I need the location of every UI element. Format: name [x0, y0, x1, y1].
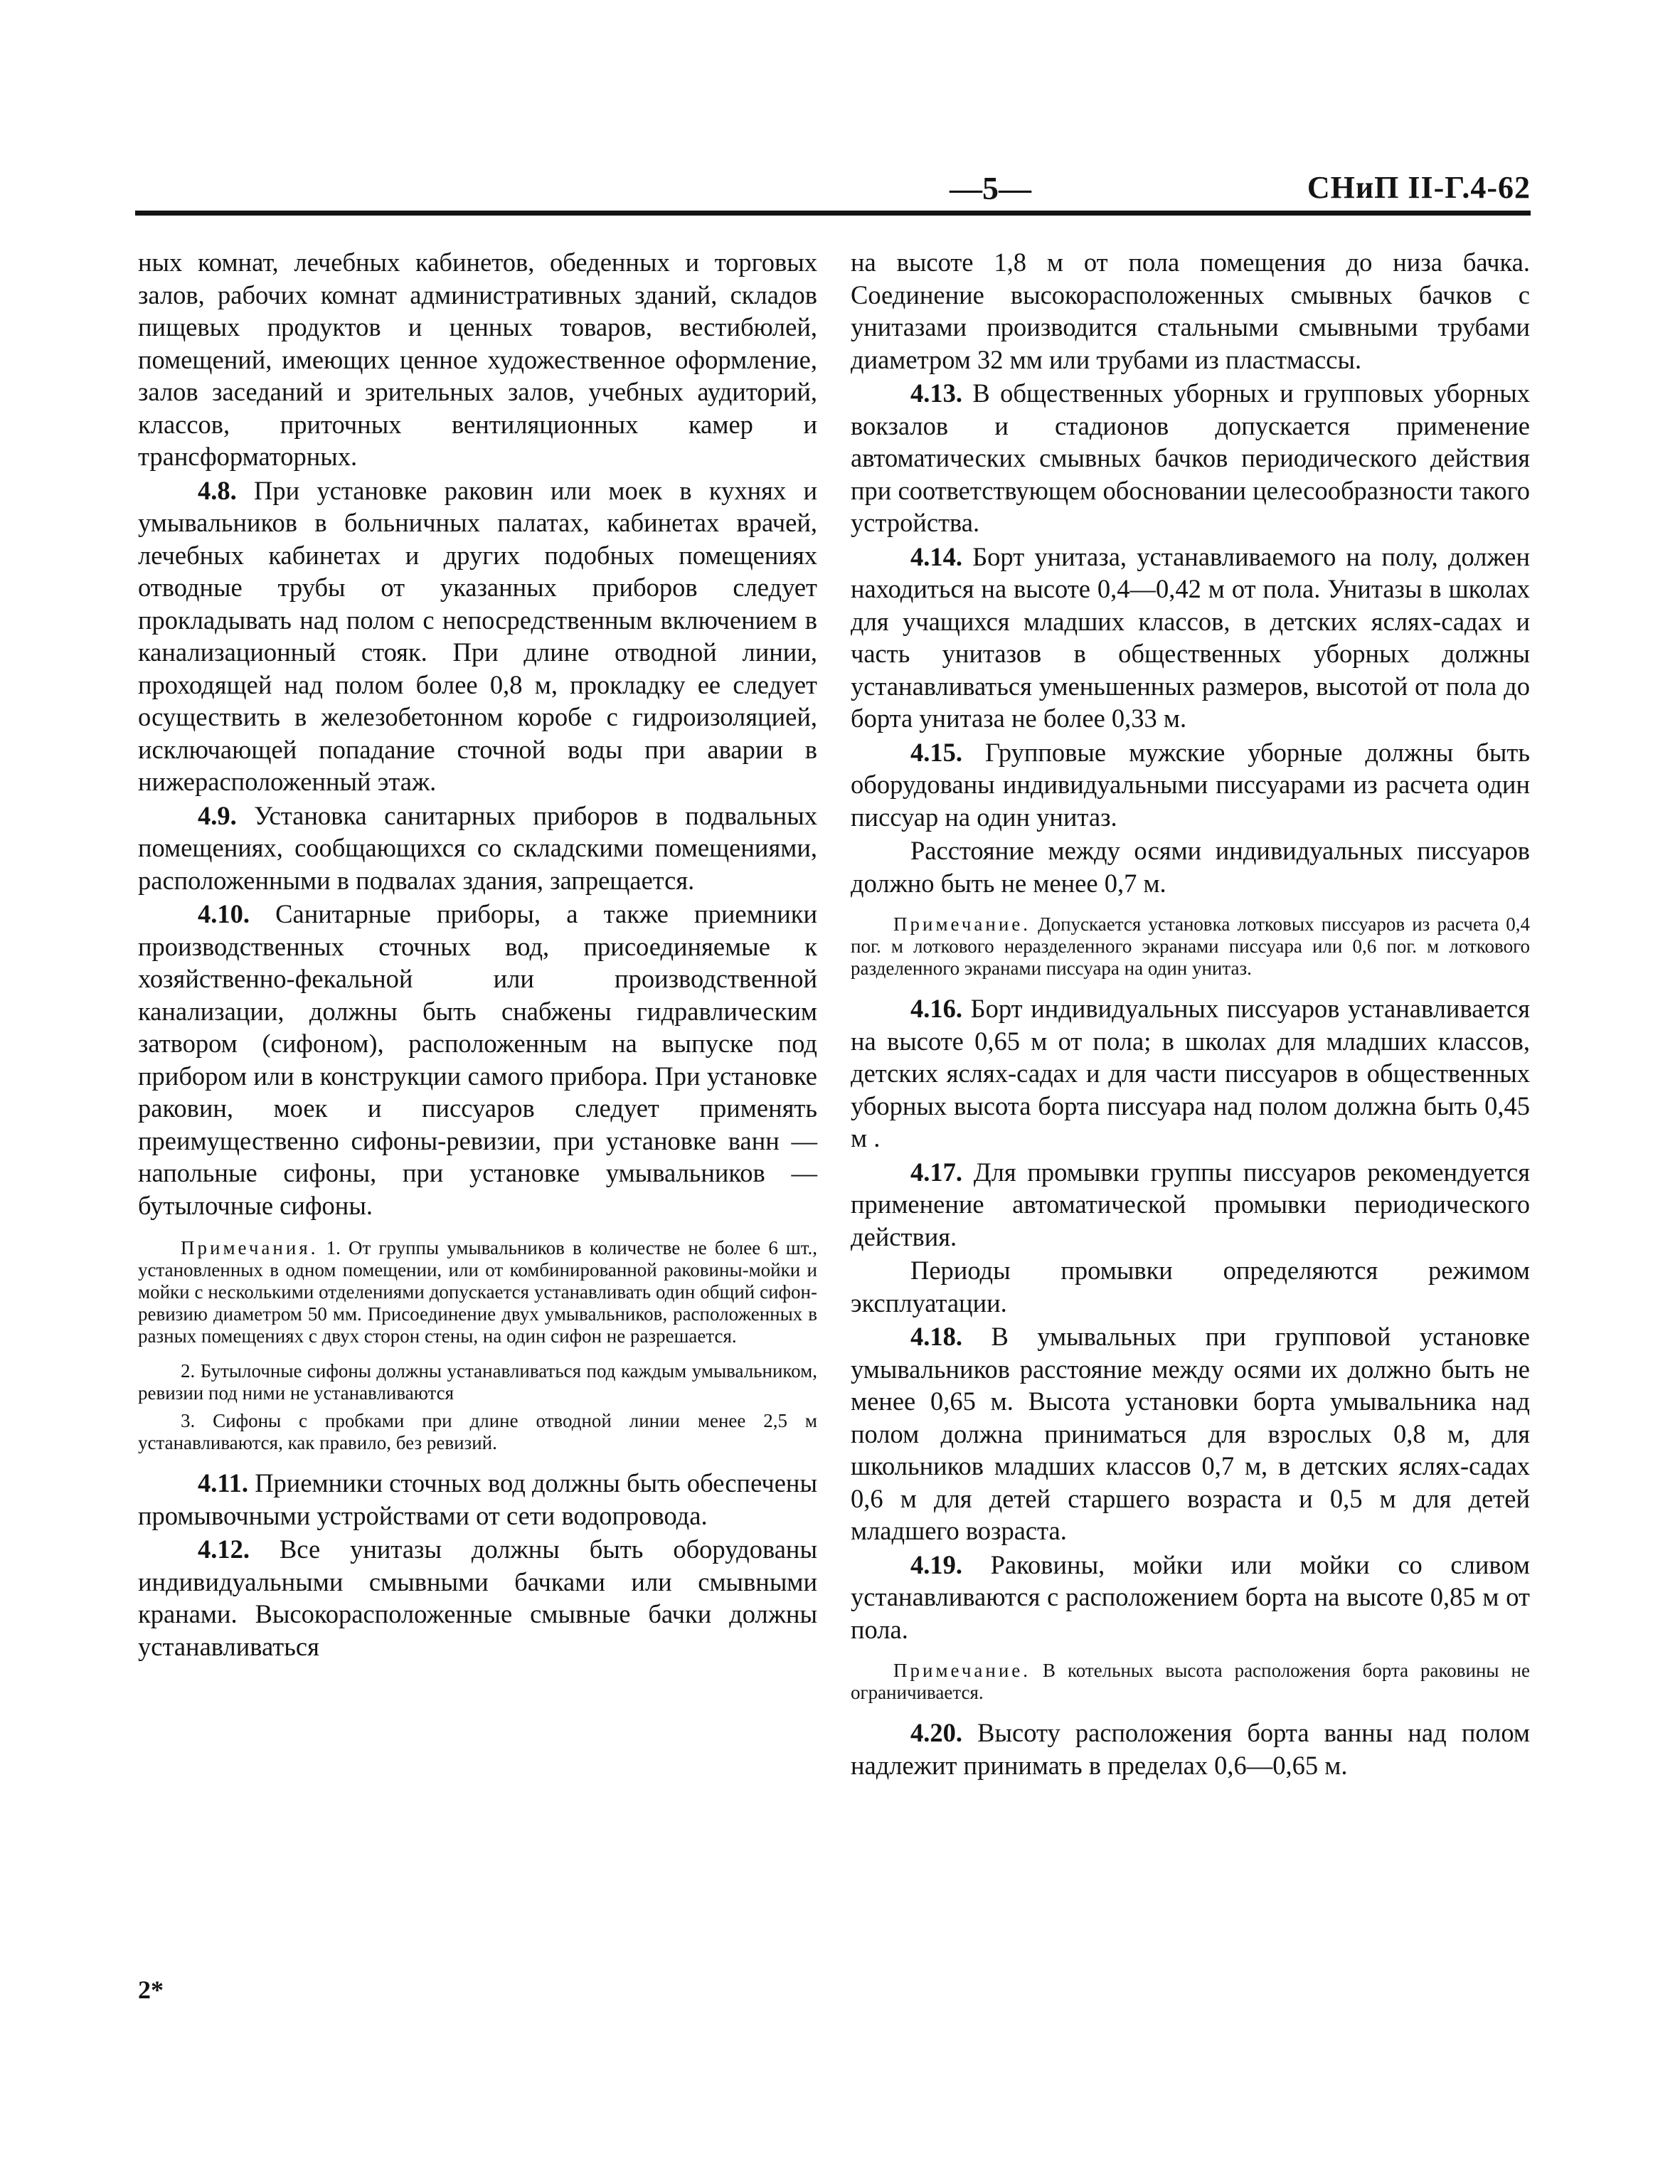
- clause-number: 4.9.: [198, 800, 237, 830]
- paragraph-continued: ных комнат, лечебных кабинетов, обеденных и торговых залов, рабочих комнат административных зданий, складов пищевых продуктов и ценных товаров, вестибюлей, помещений, имеющих ценное художественное оформление, залов заседаний и зрительных залов, учебных аудиторий, классов, приточных вентиляционных камер и трансформаторных.: [138, 248, 817, 471]
- note-text: Допускается установка лотковых писсуаров из расчета 0,4 пог. м лоткового неразделенного экранами писсуара или 0,6 пог. м лоткового разделенного экранами писсуара на один унитаз.: [851, 913, 1530, 979]
- clause-text: Высоту расположения борта ванны над полом надлежит принимать в пределах 0,6—0,65 м.: [851, 1718, 1530, 1780]
- clause-text: Раковины, мойки или мойки со сливом устанавливаются с расположением борта на высоте 0,85 м от пола.: [851, 1549, 1530, 1644]
- sheet-signature: 2*: [138, 1976, 164, 2004]
- paragraph-4-19: [851, 1549, 1530, 1646]
- paragraph-4-14: [851, 541, 1530, 735]
- clause-number: 4.17.: [910, 1157, 962, 1187]
- note-text: В котельных высота расположения борта раковины не ограничивается.: [851, 1660, 1530, 1703]
- paragraph-4-18: [851, 1320, 1530, 1547]
- clause-text: Борт унитаза, устанавливаемого на полу, должен находиться на высоте 0,4—0,42 м от пола. Унитазы в школах для учащихся младших классов, в детских яслях-садах и часть унитазов в общественных уборных должны устанавливаться уменьшенных размеров, высотой от пола до борта унитаза не более 0,33 м.: [851, 541, 1530, 733]
- note-boiler: [851, 1660, 1530, 1704]
- paragraph-4-17: [851, 1156, 1530, 1253]
- note-label: Примечание.: [893, 913, 1031, 935]
- paragraph-4-9: [138, 800, 817, 897]
- paragraph-4-15: [851, 736, 1530, 834]
- clause-number: 4.19.: [910, 1549, 962, 1579]
- document-code: СНиП II-Г.4-62: [1307, 170, 1531, 205]
- right-column: [851, 246, 1530, 1783]
- clause-text: При установке раковин или моек в кухнях и умывальников в больничных палатах, кабинетах врачей, лечебных кабинетах и других подобных помещениях отводные трубы от указанных приборов следует прокладывать над полом с непосредственным включением в канализационный стояк. При длине отводной линии, проходящей над полом более 0,8 м, прокладку ее следует осуществить в железобетонном коробе с гидроизоляцией, исключающей попадание сточной воды при аварии в нижерасположенный этаж.: [138, 475, 817, 796]
- note-3: 3. Сифоны с пробками при длине отводной линии менее 2,5 м устанавливаются, как правило, без ревизий.: [138, 1410, 817, 1453]
- clause-text: В общественных уборных и групповых уборных вокзалов и стадионов допускается применение автоматических смывных бачков периодического действия при соответствующем обосновании целесообразности такого устройства.: [851, 378, 1530, 537]
- clause-text: Установка санитарных приборов в подвальных помещениях, сообщающихся со складскими помещениями, расположенными в подвалах здания, запрещается.: [138, 800, 817, 895]
- clause-number: 4.11.: [198, 1468, 248, 1497]
- clause-text: Все унитазы должны быть оборудованы индивидуальными смывными бачками или смывными кранами. Высокорасположенные смывные бачки должны устанавливаться: [138, 1534, 817, 1661]
- note-label: Примечание.: [893, 1660, 1031, 1681]
- paragraph-4-15-distance: Расстояние между осями индивидуальных писсуаров должно быть не менее 0,7 м.: [851, 836, 1530, 898]
- clause-text: Приемники сточных вод должны быть обеспечены промывочными устройствами от сети водопровода.: [138, 1468, 817, 1530]
- clause-text: Групповые мужские уборные должны быть оборудованы индивидуальными писсуарами из расчета один писсуар на один унитаз.: [851, 737, 1530, 832]
- left-column: [138, 246, 817, 1664]
- paragraph-4-13: [851, 377, 1530, 539]
- note-label: Примечания.: [181, 1237, 319, 1258]
- clause-number: 4.20.: [910, 1718, 962, 1747]
- clause-text: В умывальных при групповой установке умывальников расстояние между осями их должно быть не менее 0,65 м. Высота установки борта умывальника над полом должна приниматься для взрослых 0,8 м, для школьников младших классов 0,7 м, в детских яслях-садах 0,6 м для детей старшего возраста и 0,5 м для детей младшего возраста.: [851, 1322, 1530, 1545]
- clause-text: Борт индивидуальных писсуаров устанавливается на высоте 0,65 м от пола; в школах для младших классов, детских яслях-садах и для части писсуаров в общественных уборных высота борта писсуара над полом должна быть 0,45 м .: [851, 994, 1530, 1152]
- clause-number: 4.10.: [198, 899, 250, 928]
- clause-text: Для промывки группы писсуаров рекомендуется применение автоматической промывки периодического действия.: [851, 1157, 1530, 1251]
- clause-number: 4.18.: [910, 1322, 962, 1351]
- paragraph-4-16: [851, 992, 1530, 1155]
- page-number: —5—: [950, 170, 1031, 206]
- note-text: 1. От группы умывальников в количестве не более 6 шт., установленных в одном помещении, или от комбинированной раковины-мойки и мойки с несколькими отделениями допускается устанавливать один общий сифон-ревизию диаметром 50 мм. Присоединение двух умывальников, расположенных в разных помещениях с двух сторон стены, на один сифон не разрешается.: [138, 1237, 817, 1347]
- paragraph-continued: на высоте 1,8 м от пола помещения до низа бачка. Соединение высокорасположенных смывных бачков с унитазами производится стальными смывными трубами диаметром 32 мм или трубами из пластмассы.: [851, 248, 1530, 374]
- paragraph-4-8: [138, 475, 817, 798]
- clause-number: 4.12.: [198, 1534, 250, 1564]
- header-rule: [135, 211, 1531, 216]
- note-1: [138, 1237, 817, 1347]
- note-urinals: [851, 913, 1530, 980]
- paragraph-4-11: [138, 1467, 817, 1532]
- paragraph-4-10: [138, 898, 817, 1221]
- paragraph-4-12: [138, 1533, 817, 1663]
- note-2: 2. Бутылочные сифоны должны устанавливаться под каждым умывальником, ревизии под ними не устанавливаются: [138, 1360, 817, 1404]
- clause-number: 4.8.: [198, 475, 237, 505]
- clause-number: 4.13.: [910, 378, 962, 408]
- clause-number: 4.16.: [910, 994, 962, 1023]
- clause-number: 4.14.: [910, 541, 962, 571]
- clause-text: Санитарные приборы, а также приемники производственных сточных вод, присоединяемые к хозяйственно-фекальной или производственной канализации, должны быть снабжены гидравлическим затвором (сифоном), расположенным на выпуске под прибором или в конструкции самого прибора. При установке раковин, моек и писсуаров следует применять преимущественно сифоны-ревизии, при установке ванн — напольные сифоны, при установке умывальников — бутылочные сифоны.: [138, 899, 817, 1220]
- paragraph-4-20: [851, 1717, 1530, 1781]
- clause-number: 4.15.: [910, 737, 962, 767]
- page-header: [135, 169, 1531, 209]
- paragraph-4-17-periods: Периоды промывки определяются режимом эксплуатации.: [851, 1256, 1530, 1318]
